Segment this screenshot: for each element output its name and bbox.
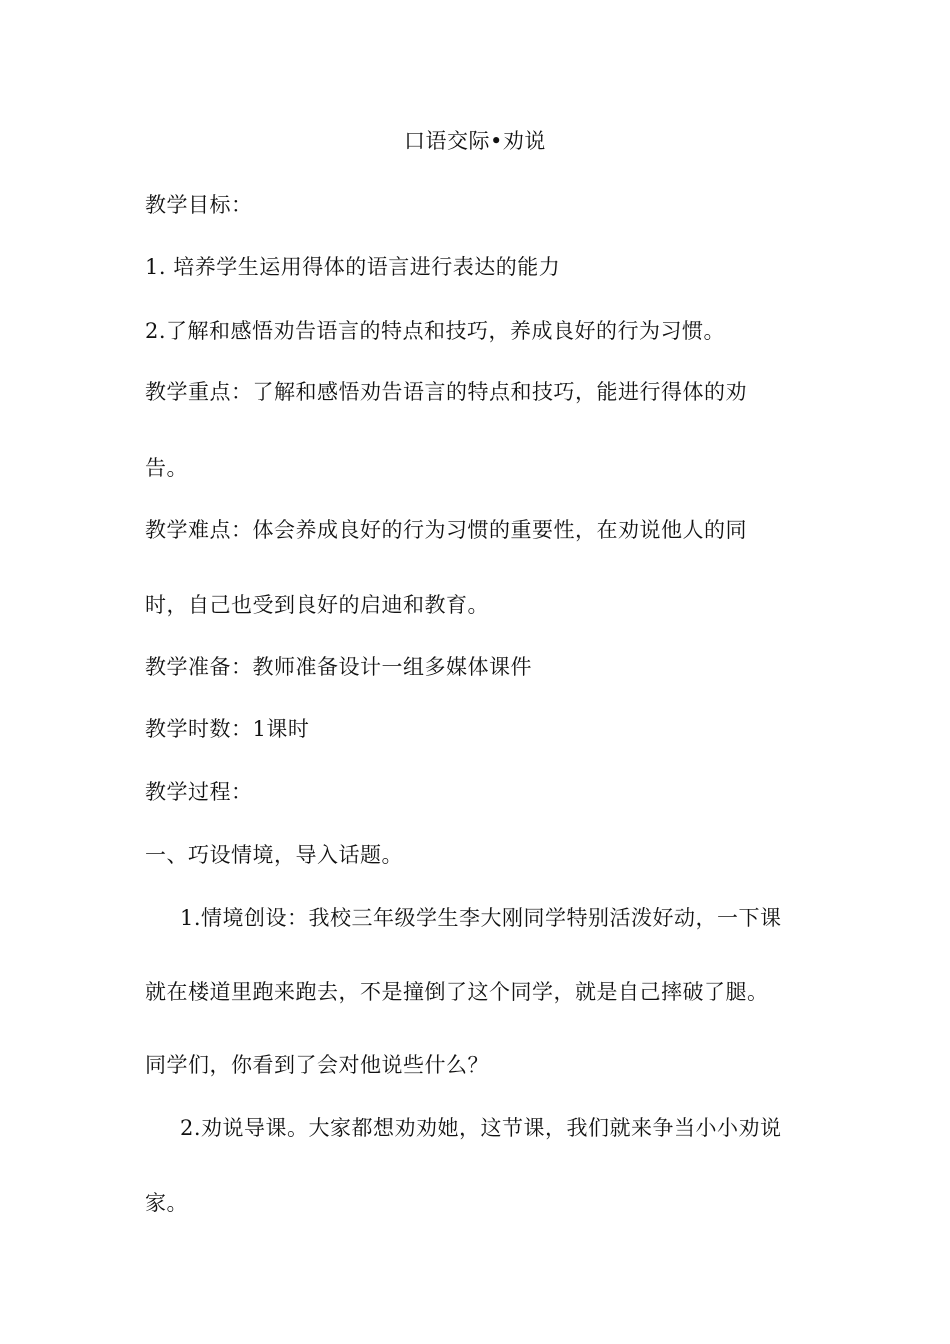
teaching-difficulty: 教学难点：体会养成良好的行为习惯的重要性，在劝说他人的同 — [145, 518, 747, 542]
goal-item-2: 2.了解和感悟劝告语言的特点和技巧，养成良好的行为习惯。 — [145, 319, 726, 343]
teaching-preparation: 教学准备：教师准备设计一组多媒体课件 — [145, 655, 532, 679]
step-1-question: 同学们，你看到了会对他说些什么？ — [145, 1053, 489, 1077]
document-title: 口语交际•劝说 — [404, 129, 546, 153]
teaching-focus: 教学重点：了解和感悟劝告语言的特点和技巧，能进行得体的劝 — [145, 380, 747, 404]
step-2-introduction-continued: 家。 — [145, 1191, 188, 1215]
goal-item-1: 1. 培养学生运用得体的语言进行表达的能力 — [145, 255, 561, 279]
step-1-scenario: 1.情境创设：我校三年级学生李大刚同学特别活泼好动，一下课 — [180, 906, 782, 930]
teaching-goals-heading: 教学目标： — [145, 193, 253, 217]
section-one-heading: 一、巧设情境，导入话题。 — [145, 843, 403, 867]
step-1-scenario-continued: 就在楼道里跑来跑去，不是撞倒了这个同学，就是自己摔破了腿。 — [145, 980, 769, 1004]
step-2-introduction: 2.劝说导课。大家都想劝劝她，这节课，我们就来争当小小劝说 — [180, 1116, 782, 1140]
teaching-difficulty-continued: 时，自己也受到良好的启迪和教育。 — [145, 593, 489, 617]
teaching-hours: 教学时数：1课时 — [145, 717, 310, 741]
teaching-focus-continued: 告。 — [145, 456, 188, 480]
teaching-process-heading: 教学过程： — [145, 780, 253, 804]
